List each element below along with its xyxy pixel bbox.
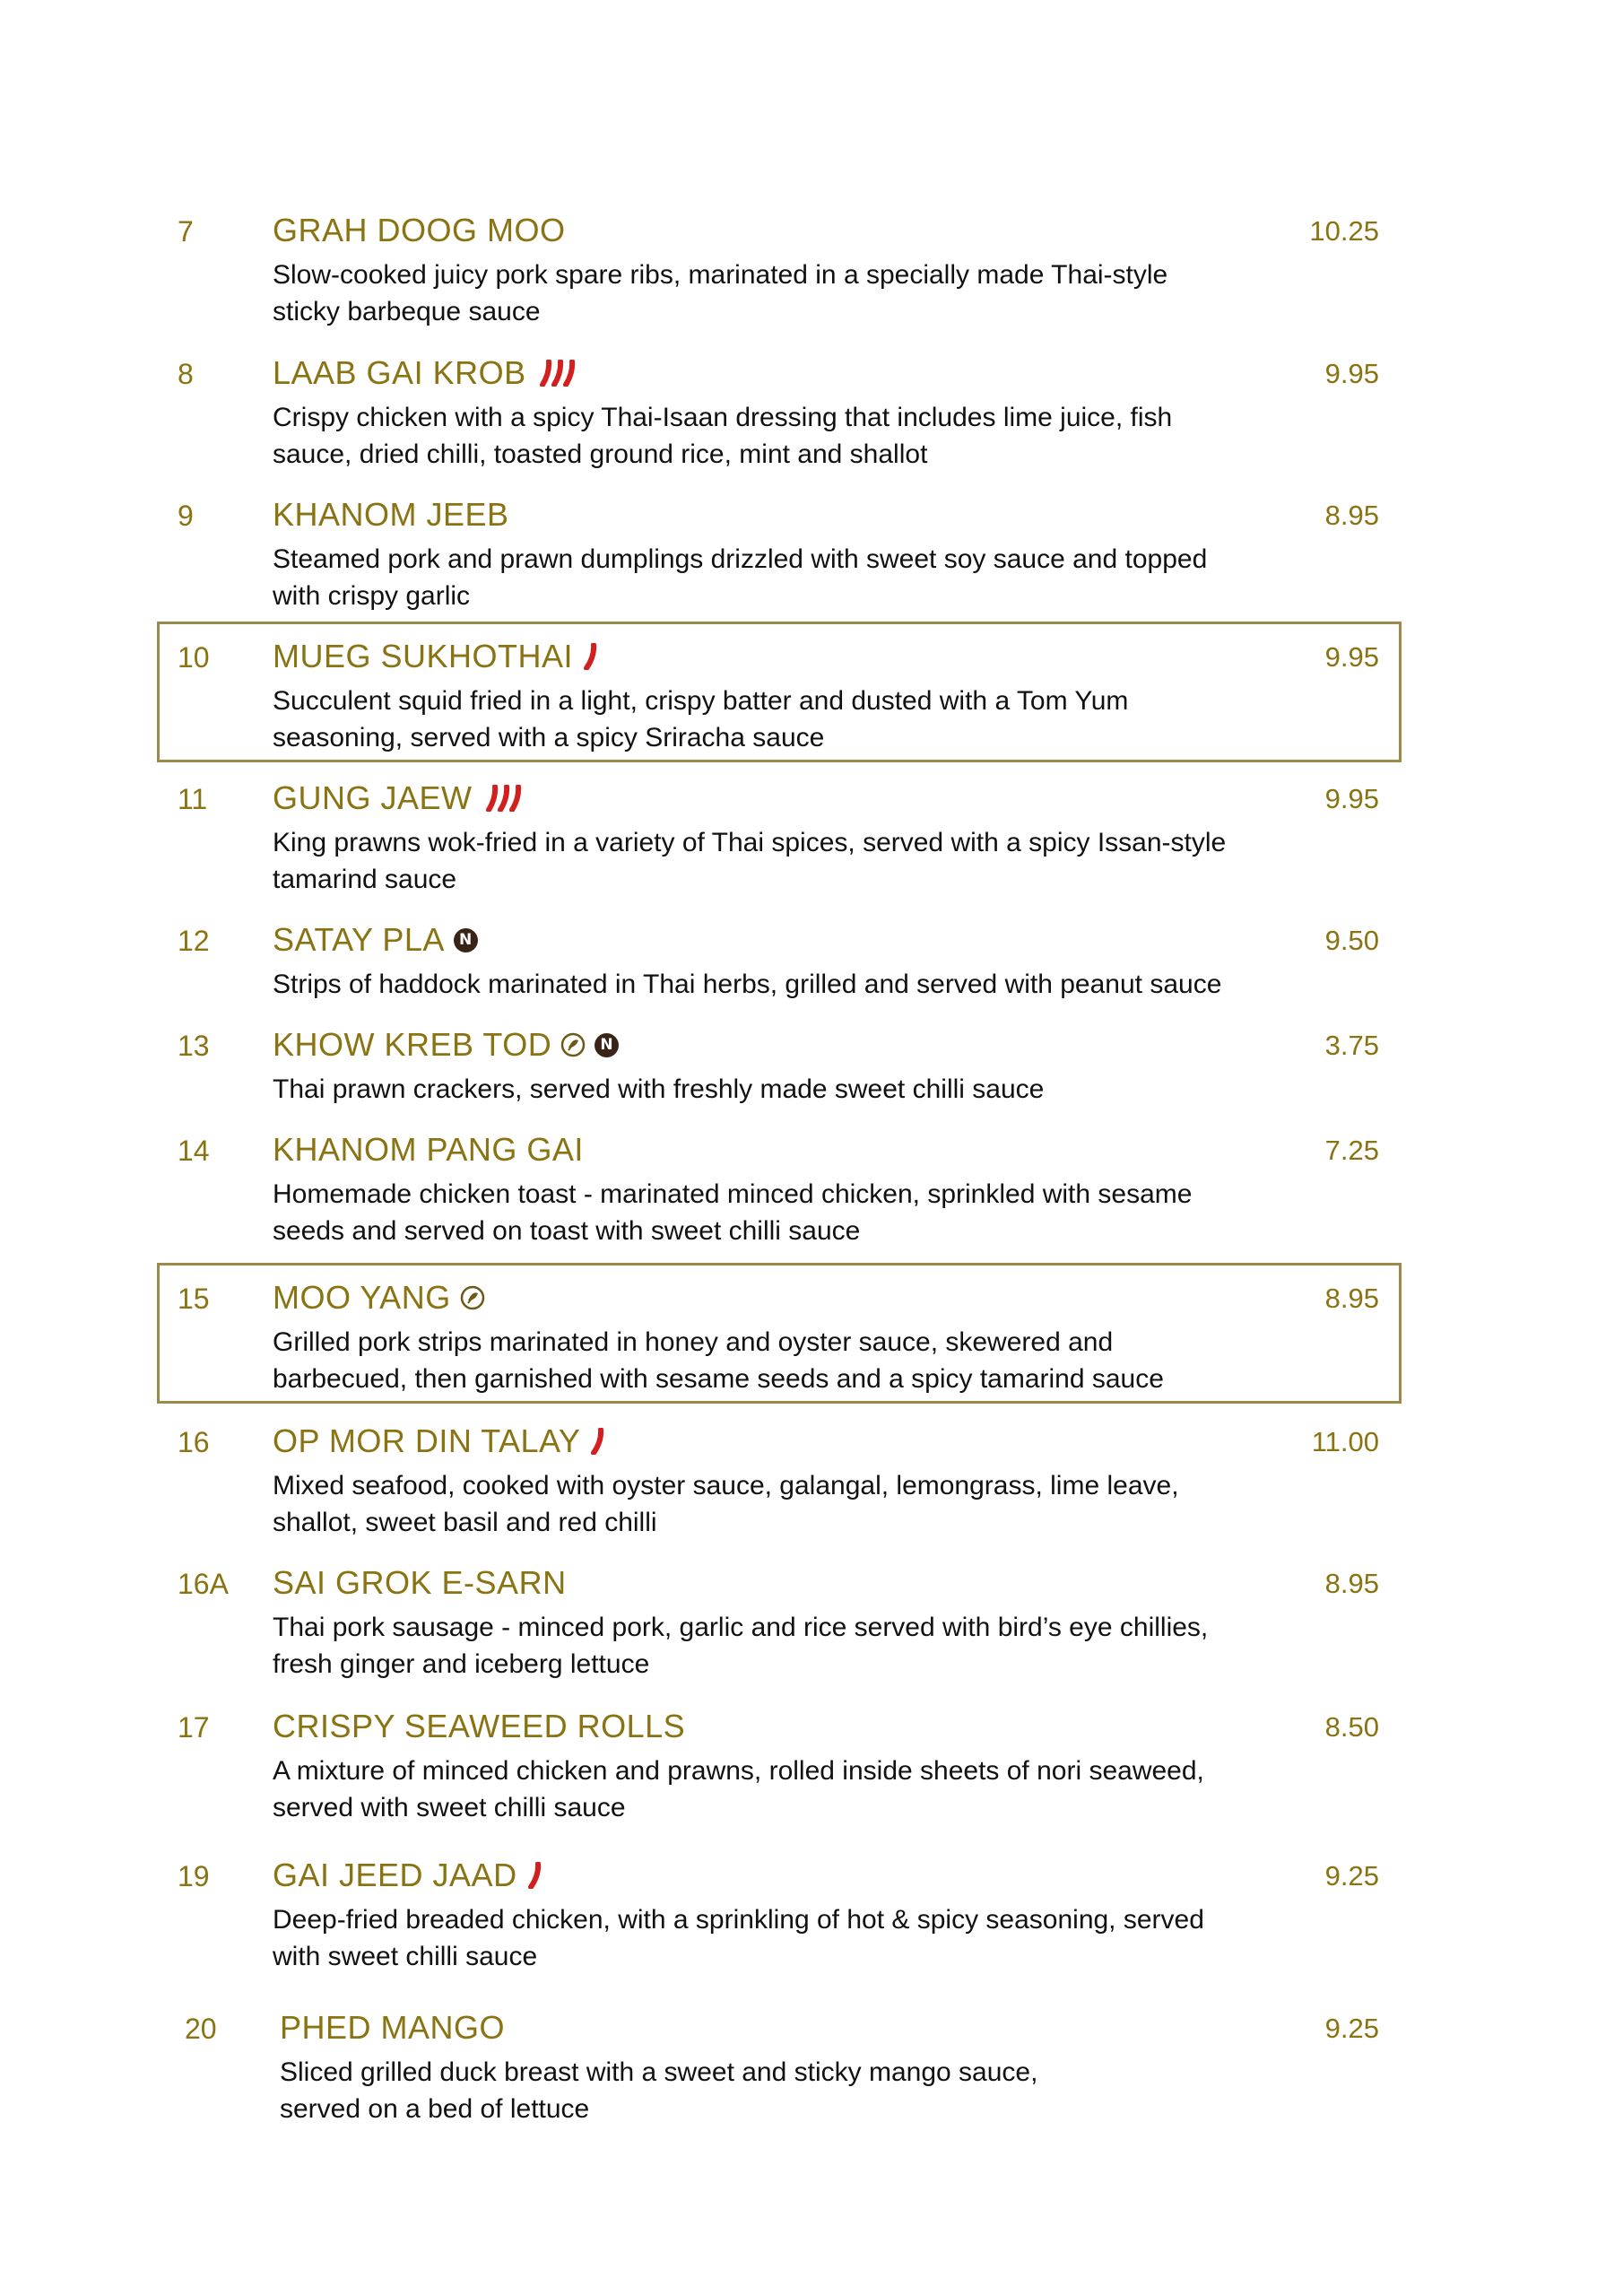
item-name [273, 1131, 584, 1169]
item-name [280, 2009, 505, 2047]
item-name-text: PHED MANGO [280, 2009, 506, 2046]
item-name [273, 638, 600, 675]
item-description [273, 1071, 1268, 1108]
description-line: tamarind sauce [273, 865, 457, 894]
description-line: with crispy garlic [273, 581, 471, 611]
vegetarian-icon [460, 1285, 485, 1310]
item-number: 17 [178, 1711, 210, 1744]
item-price: 9.25 [1324, 2013, 1379, 2044]
description-line: Strips of haddock marinated in Thai herbs, grilled and served with peanut sauce [273, 970, 1222, 999]
description-line: seeds and served on toast with sweet chilli sauce [273, 1216, 861, 1246]
item-description [273, 824, 1268, 898]
item-description [273, 966, 1268, 1003]
item-name [273, 921, 478, 959]
nut-allergy-icon: N [454, 928, 478, 952]
item-name-text: KHOW KREB TOD [273, 1026, 552, 1063]
item-price: 11.00 [1311, 1426, 1379, 1457]
item-name [273, 1279, 485, 1317]
description-line: sauce, dried chilli, toasted ground rice, mint and shallot [273, 439, 928, 469]
item-number: 8 [178, 358, 194, 390]
item-name [273, 212, 566, 249]
item-price: 8.95 [1324, 500, 1379, 531]
description-line: barbecued, then garnished with sesame seeds and a spicy tamarind sauce [273, 1364, 1164, 1394]
item-number: 19 [178, 1860, 210, 1892]
item-price: 8.95 [1324, 1568, 1379, 1599]
item-price: 9.50 [1324, 925, 1379, 956]
item-price: 3.75 [1324, 1030, 1379, 1061]
vegetarian-icon [560, 1032, 586, 1057]
description-line: fresh ginger and iceberg lettuce [273, 1649, 650, 1679]
description-line: sticky barbeque sauce [273, 297, 541, 326]
item-name-text: SATAY PLA [273, 921, 445, 958]
description-line: Homemade chicken toast - marinated minced chicken, sprinkled with sesame [273, 1179, 1193, 1209]
item-name [273, 1564, 567, 1602]
description-line: served with sweet chilli sauce [273, 1793, 626, 1822]
chilli-pepper-icon [589, 1428, 607, 1455]
item-description [273, 1324, 1268, 1397]
item-description [273, 399, 1268, 473]
item-description [273, 683, 1268, 756]
item-number: 11 [178, 783, 208, 815]
item-name [273, 1857, 544, 1894]
item-number: 13 [178, 1030, 210, 1062]
item-number: 14 [178, 1135, 210, 1167]
description-line: A mixture of minced chicken and prawns, rolled inside sheets of nori seaweed, [273, 1756, 1204, 1786]
item-number: 7 [178, 215, 194, 248]
description-line: with sweet chilli sauce [273, 1942, 538, 1971]
item-number: 12 [178, 925, 210, 957]
item-description [273, 1176, 1268, 1249]
item-description [273, 257, 1268, 330]
description-line: Grilled pork strips marinated in honey and oyster sauce, skewered and [273, 1327, 1114, 1357]
item-description [280, 2054, 1275, 2127]
item-name [273, 1026, 619, 1064]
item-price: 8.50 [1324, 1711, 1379, 1743]
description-line: seasoning, served with a spicy Sriracha sauce [273, 723, 825, 752]
item-price: 9.95 [1324, 783, 1379, 814]
item-name [273, 1708, 685, 1745]
description-line: Thai prawn crackers, served with freshly made sweet chilli sauce [273, 1074, 1045, 1104]
description-line: Steamed pork and prawn dumplings drizzled with sweet soy sauce and topped [273, 544, 1208, 574]
item-number: 15 [178, 1283, 210, 1315]
item-description [273, 1609, 1268, 1683]
item-name [273, 1422, 607, 1460]
item-name-text: GRAH DOOG MOO [273, 212, 566, 248]
description-line: Crispy chicken with a spicy Thai-Isaan dressing that includes lime juice, fish [273, 403, 1173, 432]
item-description [273, 1467, 1268, 1541]
item-price: 9.95 [1324, 358, 1379, 389]
description-line: shallot, sweet basil and red chilli [273, 1508, 657, 1537]
item-description [273, 1752, 1268, 1826]
item-name-text: KHANOM PANG GAI [273, 1131, 584, 1168]
description-line: King prawns wok-fried in a variety of Thai spices, served with a spicy Issan-style [273, 828, 1227, 857]
item-name [273, 354, 578, 392]
item-price: 10.25 [1309, 215, 1379, 247]
description-line: Deep-fried breaded chicken, with a sprinkling of hot & spicy seasoning, served [273, 1905, 1204, 1935]
item-price: 7.25 [1324, 1135, 1379, 1166]
chilli-pepper-icon [526, 1862, 544, 1889]
chilli-pepper-icon [582, 643, 600, 670]
description-line: Sliced grilled duck breast with a sweet and sticky mango sauce, [280, 2057, 1038, 2087]
chilli-pepper-icon [482, 785, 525, 812]
item-number: 9 [178, 500, 194, 532]
description-line: Mixed seafood, cooked with oyster sauce, galangal, lemongrass, lime leave, [273, 1471, 1179, 1500]
item-name-text: LAAB GAI KROB [273, 354, 526, 391]
item-name-text: CRISPY SEAWEED ROLLS [273, 1708, 686, 1744]
item-name [273, 779, 525, 817]
item-name-text: MUEG SUKHOTHAI [273, 638, 574, 674]
item-name-text: MOO YANG [273, 1279, 451, 1316]
description-line: served on a bed of lettuce [280, 2094, 590, 2124]
description-line: Slow-cooked juicy pork spare ribs, marinated in a specially made Thai-style [273, 260, 1168, 290]
item-description [273, 541, 1268, 614]
chilli-pepper-icon [535, 360, 578, 387]
item-name-text: GAI JEED JAAD [273, 1857, 517, 1893]
item-name [273, 496, 509, 534]
item-name-text: SAI GROK E-SARN [273, 1564, 567, 1601]
item-name-text: OP MOR DIN TALAY [273, 1422, 581, 1459]
item-number: 16 [178, 1426, 210, 1458]
item-number: 16A [178, 1568, 229, 1600]
item-name-text: KHANOM JEEB [273, 496, 509, 533]
nut-allergy-icon: N [595, 1033, 619, 1057]
item-price: 8.95 [1324, 1283, 1379, 1314]
item-number: 10 [178, 641, 210, 674]
description-line: Thai pork sausage - minced pork, garlic and rice served with bird’s eye chillies, [273, 1613, 1209, 1642]
item-price: 9.25 [1324, 1860, 1379, 1892]
item-number: 20 [185, 2013, 217, 2045]
description-line: Succulent squid fried in a light, crispy batter and dusted with a Tom Yum [273, 686, 1129, 716]
item-name-text: GUNG JAEW [273, 779, 473, 816]
item-description [273, 1901, 1268, 1975]
item-price: 9.95 [1324, 641, 1379, 673]
